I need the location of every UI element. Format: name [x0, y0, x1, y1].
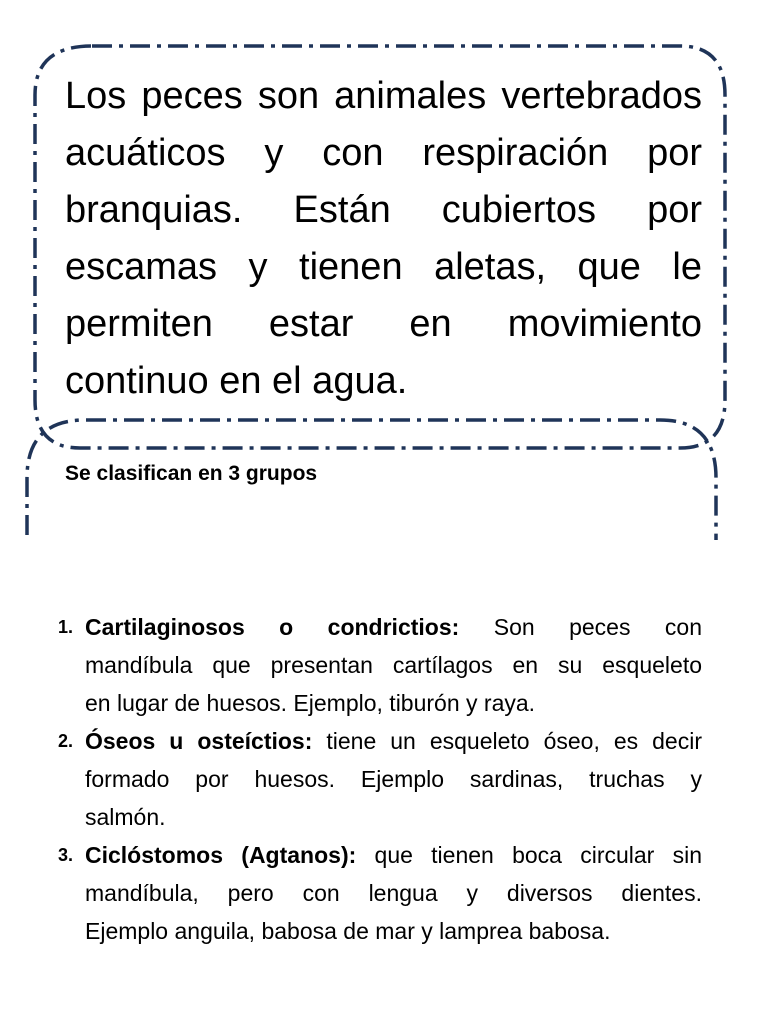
item-first-line: [85, 608, 702, 646]
item-line: en lugar de huesos. Ejemplo, tiburón y raya.: [85, 690, 536, 716]
item-line: mandíbula que presentan cartílagos en su esqueleto: [85, 652, 702, 678]
list-item: [0, 608, 702, 722]
group-description-start: Son peces con: [459, 614, 702, 640]
fish-groups-list: [0, 608, 702, 950]
intro-line: acuáticos y con respiración por: [65, 132, 702, 174]
list-item: [0, 722, 702, 836]
list-number: 2.: [58, 731, 74, 751]
item-line: formado por huesos. Ejemplo sardinas, truchas y: [85, 766, 702, 792]
intro-line: branquias. Están cubiertos por: [65, 189, 702, 231]
item-line: Ejemplo anguila, babosa de mar y lamprea babosa.: [85, 918, 611, 944]
item-line: salmón.: [85, 804, 166, 830]
group-term: Cartilaginosos o condrictios:: [85, 614, 460, 640]
intro-paragraph: [65, 68, 702, 410]
section-subtitle: Se clasifican en 3 grupos: [65, 462, 318, 485]
group-term: Óseos u osteíctios:: [85, 728, 313, 754]
item-first-line: [85, 722, 702, 760]
intro-line: escamas y tienen aletas, que le: [65, 246, 702, 288]
item-first-line: [85, 836, 702, 874]
item-line: mandíbula, pero con lengua y diversos dientes.: [85, 880, 702, 906]
list-number: 1.: [58, 617, 74, 637]
intro-line: permiten estar en movimiento: [65, 303, 702, 345]
group-term: Ciclóstomos (Agtanos):: [85, 842, 357, 868]
intro-line: Los peces son animales vertebrados: [65, 75, 702, 117]
group-description-start: que tienen boca circular sin: [356, 842, 703, 868]
group-description-start: tiene un esqueleto óseo, es decir: [312, 728, 702, 754]
list-number: 3.: [58, 845, 74, 865]
list-item: [0, 836, 702, 950]
intro-line: continuo en el agua.: [65, 360, 408, 402]
